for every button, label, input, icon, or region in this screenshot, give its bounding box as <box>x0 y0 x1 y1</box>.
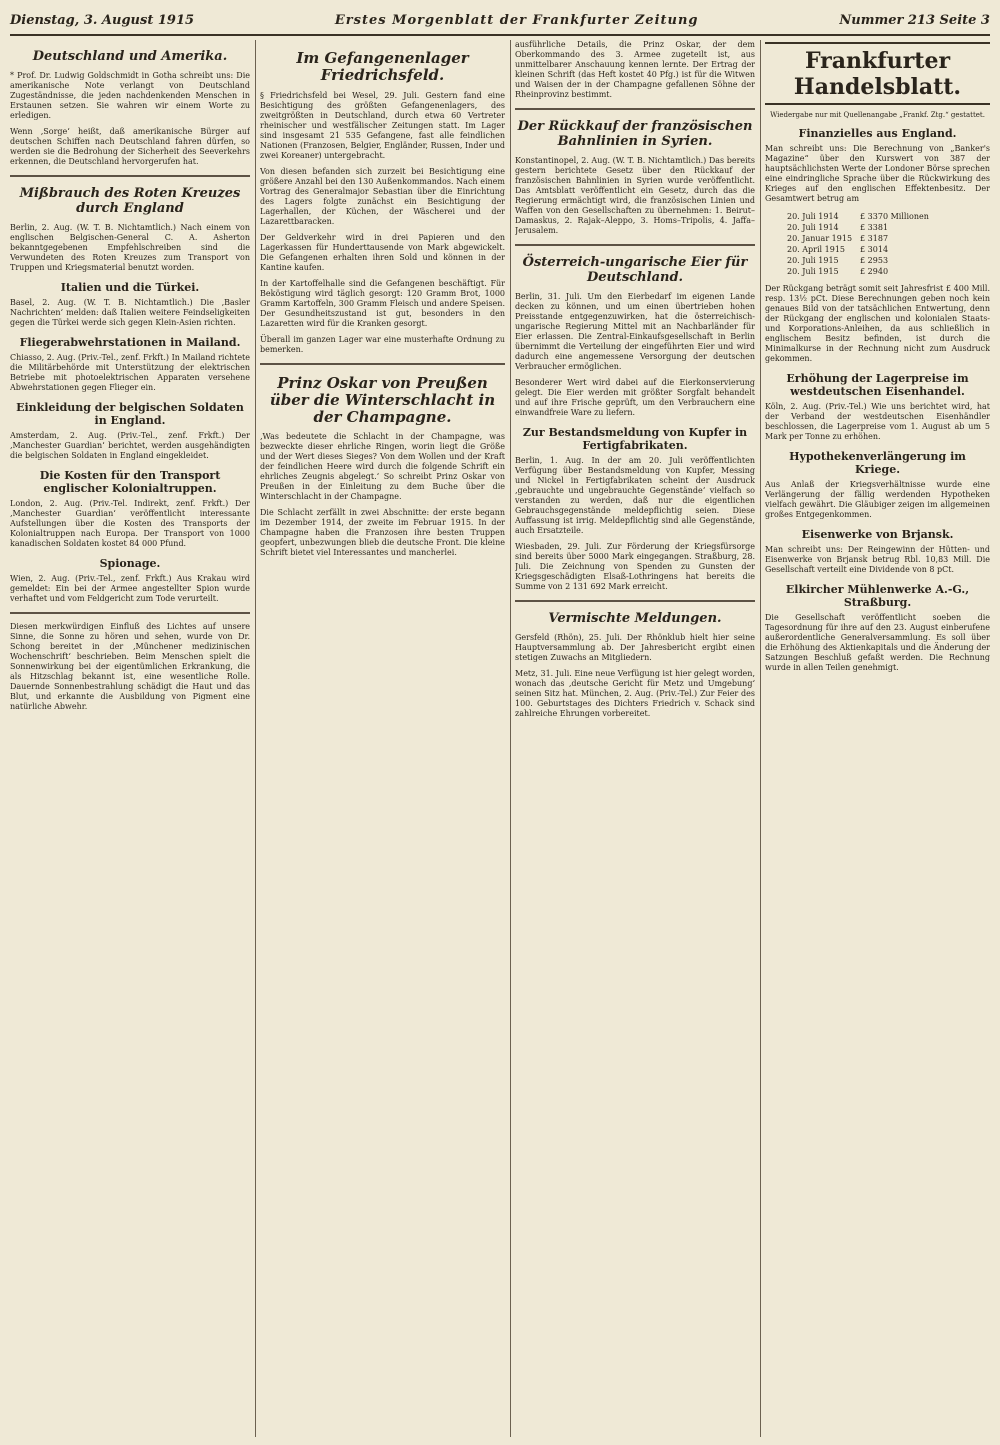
table-row <box>787 256 935 265</box>
table-cell-value: £ 3014 <box>860 245 889 254</box>
article-paragraph: Man schreibt uns: Die Berechnung von „Banker's Magazine“ über den Kurswert von 387 der hauptsächlichsten Werte der Londoner Börse sprechen eine eindringliche Sprache über die Rückwirkung des Krieges auf den englischen Effektenbesitz. Der Gesamtwert betrug am <box>765 144 990 203</box>
table-cell-value: £ 2953 <box>860 256 889 265</box>
divider <box>10 612 250 614</box>
table-row <box>787 212 935 221</box>
table-cell-value: £ 3370 Millionen <box>860 212 929 221</box>
table-row <box>787 223 935 232</box>
article-heading: Mißbrauch des Roten Kreuzes durch England <box>19 185 241 216</box>
article-heading: Österreich-ungarische Eier für Deutschland. <box>522 254 748 285</box>
section-title: Frankfurter Handelsblatt. <box>765 42 990 105</box>
column-3 <box>515 40 755 1437</box>
article-heading: Der Rückkauf der französischen Bahnlinien in Syrien. <box>517 119 753 149</box>
article-paragraph: London, 2. Aug. (Priv.-Tel. Indirekt, zenf. Frkft.) Der ‚Manchester Guardian‘ veröffentlicht interessante Aufstellungen über die Kosten des Transports der Kolonialtruppen nach Europa. Der Transport von 1000 kanadischen Soldaten kostet 84 000 Pfund. <box>10 498 250 548</box>
table-row <box>787 245 935 254</box>
article-paragraph: ‚Was bedeutete die Schlacht in der Champagne, was bezweckte dieser ehrliche Ringen, worin liegt die Größe und der Wert dieses Sieges? Von dem Wollen und der Kraft der feindlichen Heere wird durch die folgende Schrift ein ehrliches Zeugnis abgelegt.‘ So schreibt Prinz Oskar von Preußen in der Einleitung zu dem Buche über die Winterschlacht in der Champagne. <box>260 432 505 502</box>
article-paragraph: Der Rückgang beträgt somit seit Jahresfrist £ 400 Mill. resp. 13½ pCt. Diese Berechnungen geben noch kein genaues Bild von der tatsächlichen Entwertung, denn der Rückgang der englischen und kolonialen Staats- und Korporations-Anleihen, da aus schließlich in englischem Besitz befinden, ist durch die Minimalkurse in der Rechnung nicht zum Ausdruck gekommen. <box>765 284 990 363</box>
article-paragraph: Berlin, 1. Aug. In der am 20. Juli veröffentlichten Verfügung über Bestandsmeldung von Kupfer, Messing und Nickel in Fertigfabrikaten scheint der Ausdruck ‚gebrauchte und ungebrauchte Gegenstände‘ vielfach so verstanden zu werden, daß nur die eigentlichen Gebrauchsgegenstände meldepflichtig seien. Diese Auffassung ist irrig. Meldepflichtig sind alle Gegenstände, auch Ersatzteile. <box>515 455 755 535</box>
article-paragraph: Wenn ‚Sorge‘ heißt, daß amerikanische Bürger auf deutschen Schiffen nach Deutschland fahren dürfen, so werden sie die Bedrohung der Sicherheit des Seeverkehrs erkennen, die Deutschland hervorgerufen hat. <box>10 126 250 166</box>
article-paragraph: In der Kartoffelhalle sind die Gefangenen beschäftigt. Für Beköstigung wird täglich gesorgt: 120 Gramm Brot, 1000 Gramm Kartoffeln, 300 Gramm Fleisch und andere Speisen. Der Gesundheitszustand ist gut, besonders in den Lazaretten wird für die Kranken gesorgt. <box>260 278 505 328</box>
article-heading: Hypothekenverlängerung im Kriege. <box>789 450 966 476</box>
masthead-title: Erstes Morgenblatt der Frankfurter Zeitung <box>334 12 699 28</box>
table-cell-value: £ 3381 <box>860 223 889 232</box>
article-heading: Fliegerabwehrstationen in Mailand. <box>19 335 241 349</box>
column-2 <box>260 40 505 1437</box>
table-cell-date: 20. Januar 1915 <box>787 234 853 243</box>
article-paragraph: Man schreibt uns: Der Reingewinn der Hütten- und Eisenwerke von Brjansk betrug Rbl. 10,83 Mill. Die Gesellschaft verteilt eine Dividende von 8 pCt. <box>765 545 990 574</box>
value-table <box>785 210 937 278</box>
article-paragraph: Konstantinopel, 2. Aug. (W. T. B. Nichtamtlich.) Das bereits gestern berichtete Gesetz über den Rückkauf der französischen Bahnlinien in Syrien wurde veröffentlicht. Das Amtsblatt veröffentlicht ein Gesetz, durch das die Regierung ermächtigt wird, die französischen Linien und Waffen von den Gesellschaften zu übernehmen: 1. Beirut–Damaskus, 2. Rajak–Aleppo, 3. Homs–Tripolis, 4. Jaffa–Jerusalem. <box>515 155 755 235</box>
article-heading: Italien und die Türkei. <box>60 280 200 294</box>
article-paragraph: Diesen merkwürdigen Einfluß des Lichtes auf unsere Sinne, die Sonne zu hören und sehen, wurde von Dr. Schong bereitet in der ‚Münchener medizinischen Wochenschrift‘ beschrieben. Beim Menschen spielt die Sonnenwirkung bei der eigentümlichen Erkrankung, die als Hitzschlag bekannt ist, eine wesentliche Rolle. Dauernde Sonnenbestrahlung schädigt die Haut und das Blut, und erkannte die Ausbildung von Pigment eine natürliche Abwehr. <box>10 621 250 711</box>
article-paragraph: § Friedrichsfeld bei Wesel, 29. Juli. Gestern fand eine Besichtigung des größten Gefangenenlagers, des zweitgrößten in Deutschland, durch etwa 60 Vertreter rheinischer und westfälischer Zeitungen statt. Im Lager sind insgesamt 21 535 Gefangene, fast alle feindlichen Nationen (Franzosen, Belgier, Engländer, Russen, Inder und zwei Koreaner) untergebracht. <box>260 90 505 160</box>
column-rule <box>760 40 761 1437</box>
article-heading: Zur Bestandsmeldung von Kupfer in Fertigfabrikaten. <box>522 425 748 452</box>
article-heading: Finanzielles aus England. <box>798 127 957 140</box>
article-heading: Erhöhung der Lagerpreise im westdeutschen Eisenhandel. <box>786 372 969 398</box>
article-heading: Die Kosten für den Transport englischer Kolonialtruppen. <box>39 468 221 495</box>
article-heading: Eisenwerke von Brjansk. <box>801 528 954 541</box>
article-heading: Einkleidung der belgischen Soldaten in England. <box>16 400 244 427</box>
table-cell-date: 20. Juli 1915 <box>787 267 839 276</box>
table-row <box>787 234 935 243</box>
divider <box>515 108 755 110</box>
table-row <box>787 267 935 276</box>
masthead <box>10 6 990 36</box>
article-paragraph: Berlin, 31. Juli. Um den Eierbedarf im eigenen Lande decken zu können, und um einen übertrieben hohen Preisstande entgegenzuwirken, hat die österreichisch-ungarische Regierung Mittel mit an Nachbarländer für Eier erlassen. Die Zentral-Einkaufsgesellschaft in Berlin übernimmt die Verteilung der eingeführten Eier und wird dadurch eine angemessene Versorgung der deutschen Verbraucher ermöglichen. <box>515 291 755 371</box>
article-paragraph: ausführliche Details, die Prinz Oskar, der dem Oberkommando des 3. Armee zugeteilt ist, aus unmittelbarer Anschauung kennen lernte. Der Ertrag der kleinen Schrift (das Heft kostet 40 Pfg.) ist für die Witwen und Waisen der in der Champagne gefallenen Söhne der Rheinprovinz bestimmt. <box>515 40 755 99</box>
masthead-date: Dienstag, 3. August 1915 <box>10 12 195 28</box>
article-paragraph: Chiasso, 2. Aug. (Priv.-Tel., zenf. Frkft.) In Mailand richtete die Militärbehörde mit Unterstützung der elektrischen Betriebe mit photoelektrischen Apparaten versehene Abwehrstationen gegen Flieger ein. <box>10 352 250 392</box>
article-paragraph: * Prof. Dr. Ludwig Goldschmidt in Gotha schreibt uns: Die amerikanische Note verlangt von Deutschland Zugeständnisse, die jeden nachdenkenden Menschen in Erstaunen setzen. Sie wahren wir einem Worte zu erledigen. <box>10 70 250 120</box>
article-paragraph: Der Geldverkehr wird in drei Papieren und den Lagerkassen für Hunderttausende von Mark abgewickelt. Die Gefangenen erhalten ihren Sold und können in der Kantine kaufen. <box>260 232 505 272</box>
divider <box>10 175 250 177</box>
article-paragraph: Die Gesellschaft veröffentlicht soeben die Tagesordnung für ihre auf den 23. August einberufene außerordentliche Generalversammlung. Es soll über die Erhöhung des Aktienkapitals und die Änderung der Satzungen Beschluß gefaßt werden. Die Rechnung wurde in allen Teilen genehmigt. <box>765 613 990 672</box>
article-paragraph: Berlin, 2. Aug. (W. T. B. Nichtamtlich.) Nach einem von englischen Belgischen-General C. A. Asherton bekanntgegebenen Empfehlschreiben sind die Verwundeten des Roten Kreuzes zum Transport von Truppen und Kriegsmaterial benutzt worden. <box>10 222 250 272</box>
table-cell-value: £ 3187 <box>860 234 889 243</box>
column-rule <box>510 40 511 1437</box>
article-heading: Vermischte Meldungen. <box>548 610 722 626</box>
column-4 <box>765 40 990 1437</box>
article-paragraph: Aus Anlaß der Kriegsverhältnisse wurde eine Verlängerung der fällig werdenden Hypotheken vielfach gewährt. Die Gläubiger zeigen im allgemeinen großes Entgegenkommen. <box>765 480 990 519</box>
article-paragraph: Besonderer Wert wird dabei auf die Eierkonservierung gelegt. Die Eier werden mit größter Sorgfalt behandelt und auf ihre Frische geprüft, um den Verbrauchern eine einwandfreie Ware zu liefern. <box>515 377 755 417</box>
article-paragraph: Gersfeld (Rhön), 25. Juli. Der Rhönklub hielt hier seine Hauptversammlung ab. Der Jahresbericht ergibt einen stetigen Zuwachs an Mitgliedern. <box>515 632 755 662</box>
article-paragraph: Wiesbaden, 29. Juli. Zur Förderung der Kriegsfürsorge sind bereits über 5000 Mark eingegangen. Straßburg, 28. Juli. Die Zeichnung von Spenden zu Gunsten der Kriegsgeschädigten Elsaß-Lothringens hat bereits die Summe von 2 131 692 Mark erreicht. <box>515 541 755 591</box>
table-cell-date: 20. Juli 1915 <box>787 256 839 265</box>
divider <box>260 363 505 365</box>
article-heading: Elkircher Mühlenwerke A.-G., Straßburg. <box>785 583 970 609</box>
article-paragraph: Überall im ganzen Lager war eine musterhafte Ordnung zu bemerken. <box>260 334 505 354</box>
table-cell-date: 20. Juli 1914 <box>787 223 839 232</box>
article-paragraph: Die Schlacht zerfällt in zwei Abschnitte: der erste begann im Dezember 1914, der zweite im Februar 1915. In der Champagne haben die Franzosen ihre besten Truppen geopfert, unbezwungen blieb die deutsche Front. Die kleine Schrift bietet viel Interessantes und mancherlei. <box>260 508 505 558</box>
masthead-page-number: Nummer 213 Seite 3 <box>839 12 990 28</box>
article-paragraph: Amsterdam, 2. Aug. (Priv.-Tel., zenf. Frkft.) Der ‚Manchester Guardian‘ berichtet, werden ausgehändigten die belgischen Soldaten in England eingekleidet. <box>10 430 250 460</box>
article-paragraph: Metz, 31. Juli. Eine neue Verfügung ist hier gelegt worden, wonach das ‚deutsche Gericht für Metz und Umgebung‘ seinen Sitz hat. München, 2. Aug. (Priv.-Tel.) Zur Feier des 100. Geburtstages des Dichters Friedrich v. Schack sind zahlreiche Ehrungen vorbereitet. <box>515 668 755 718</box>
article-paragraph: Köln, 2. Aug. (Priv.-Tel.) Wie uns berichtet wird, hat der Verband der westdeutschen Eisenhändler beschlossen, die Lagerpreise vom 1. August ab um 5 Mark per Tonne zu erhöhen. <box>765 402 990 441</box>
table-cell-date: 20. April 1915 <box>787 245 846 254</box>
table-cell-date: 20. Juli 1914 <box>787 212 839 221</box>
table-cell-value: £ 2940 <box>860 267 889 276</box>
divider <box>515 244 755 246</box>
article-paragraph: Wien, 2. Aug. (Priv.-Tel., zenf. Frkft.) Aus Krakau wird gemeldet: Ein bei der Armee angestellter Spion wurde verhaftet und vom Feldgericht zum Tode verurteilt. <box>10 573 250 603</box>
columns <box>10 40 990 1437</box>
article-paragraph: Von diesen befanden sich zurzeit bei Besichtigung eine größere Anzahl bei den 130 Außenkommandos. Nach einem Vortrag des Generalmajor Sebastian über die Einrichtung des Lagers folgte zunächst ein Besichtigung der Lagerhallen, der Küchen, der Wäscherei und der Lazarettbaracken. <box>260 166 505 226</box>
divider <box>515 600 755 602</box>
column-rule <box>255 40 256 1437</box>
article-heading: Im Gefangenenlager Friedrichsfeld. <box>296 49 469 85</box>
article-heading: Spionage. <box>99 556 161 570</box>
article-heading: Deutschland und Amerika. <box>32 49 228 64</box>
article-paragraph: Basel, 2. Aug. (W. T. B. Nichtamtlich.) Die ‚Basler Nachrichten‘ melden: daß Italien weitere Feindseligkeiten gegen die Türkei werde sich gegen Klein-Asien richten. <box>10 297 250 327</box>
column-1 <box>10 40 250 1437</box>
article-heading: Prinz Oskar von Preußen über die Winterschlacht in der Champagne. <box>269 373 496 426</box>
section-subtitle: Wiedergabe nur mit Quellenangabe „Frankf. Ztg.“ gestattet. <box>770 111 985 119</box>
